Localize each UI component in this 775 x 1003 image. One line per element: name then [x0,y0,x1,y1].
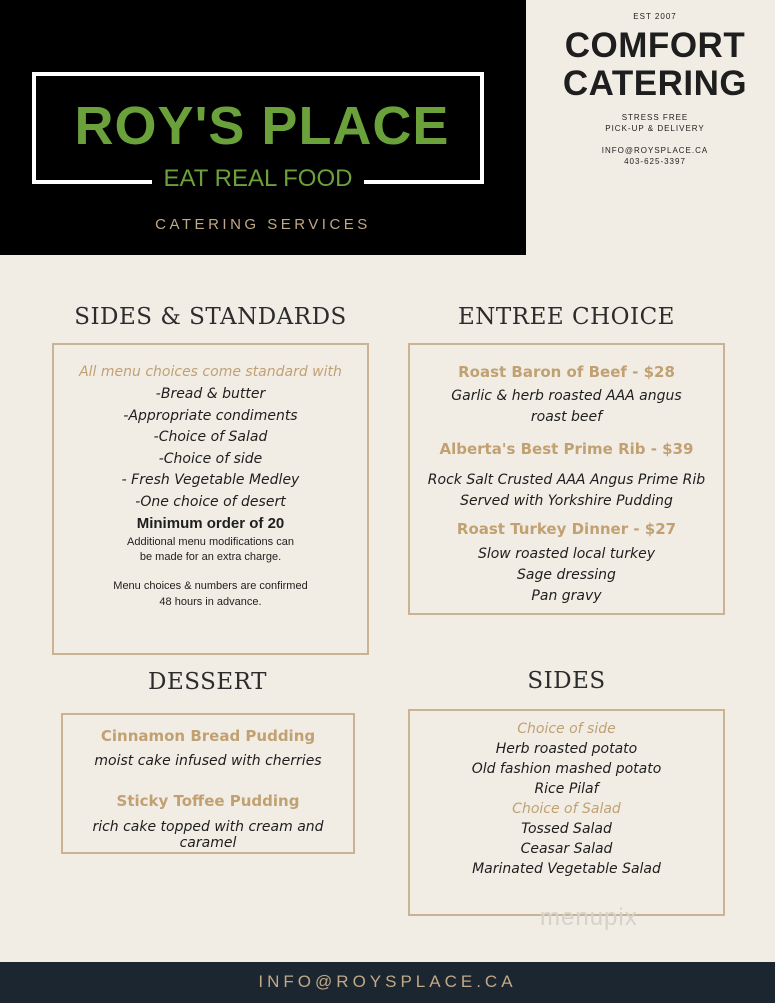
salad-item: Marinated Vegetable Salad [472,861,661,877]
standard-item: -Choice of Salad [153,429,268,445]
dessert-description: rich cake topped with cream and caramel [92,819,324,851]
entree-description: Rock Salt Crusted AAA Angus Prime Rib [427,472,706,488]
header-phone[interactable]: 403-625-3397 [624,157,686,166]
modifications-note-line1: Additional menu modifications can [127,536,294,548]
salad-item: Ceasar Salad [520,841,613,857]
standards-intro: All menu choices come standard with [79,364,342,380]
entree-name: Alberta's Best Prime Rib - $39 [439,440,694,458]
entree-description: Slow roasted local turkey [477,546,656,562]
entree-name: Roast Baron of Beef - $28 [458,363,675,381]
footer-email[interactable]: INFO@ROYSPLACE.CA [258,972,517,991]
standard-item: - Fresh Vegetable Medley [121,472,300,488]
dessert-heading: DESSERT [148,669,267,695]
side-item: Herb roasted potato [495,741,638,757]
feature-pickup-delivery: PICK-UP & DELIVERY [605,124,705,133]
entree-description: Garlic & herb roasted AAA angus [451,388,682,404]
standard-item: -Choice of side [158,451,263,467]
side-item: Rice Pilaf [534,781,599,797]
minimum-order: Minimum order of 20 [136,515,285,532]
entree-description: Pan gravy [531,588,602,604]
entree-description: Sage dressing [517,567,616,583]
restaurant-name: ROY'S PLACE [74,96,450,156]
confirmation-note-line2: 48 hours in advance. [159,596,262,608]
entree-description: roast beef [530,409,603,425]
sides-standards-box [52,343,369,655]
standard-item: -One choice of desert [135,494,286,510]
feature-stress-free: STRESS FREE [621,113,689,122]
dessert-name: Cinnamon Bread Pudding [100,727,316,745]
salad-choice-label: Choice of Salad [512,801,621,817]
dessert-description: moist cake infused with cherries [94,753,322,769]
sides-heading: SIDES [527,668,606,694]
modifications-note-line2: be made for an extra charge. [139,551,282,563]
confirmation-note-line1: Menu choices & numbers are confirmed [113,580,308,592]
salad-item: Tossed Salad [521,821,612,837]
sides-box [408,709,725,916]
dessert-name: Sticky Toffee Pudding [116,792,300,810]
standard-item: -Appropriate condiments [123,408,298,424]
side-choice-label: Choice of side [517,721,616,737]
established-label: EST 2007 [633,12,677,21]
entree-box [408,343,725,615]
dessert-box [61,713,355,854]
entree-heading: ENTREE CHOICE [458,304,675,330]
entree-name: Roast Turkey Dinner - $27 [456,520,677,538]
tagline: EAT REAL FOOD [152,164,364,194]
comfort-catering-title [555,27,755,103]
watermark: menupix [540,904,638,931]
standard-item: -Bread & butter [155,386,266,402]
title-line-1: COMFORT [564,26,746,65]
service-subtitle: CATERING SERVICES [155,216,371,233]
sides-standards-heading: SIDES & STANDARDS [74,304,347,330]
header-email[interactable]: INFO@ROYSPLACE.CA [601,146,709,155]
entree-description: Served with Yorkshire Pudding [460,493,673,509]
side-item: Old fashion mashed potato [471,761,662,777]
title-line-2: CATERING [562,64,748,103]
